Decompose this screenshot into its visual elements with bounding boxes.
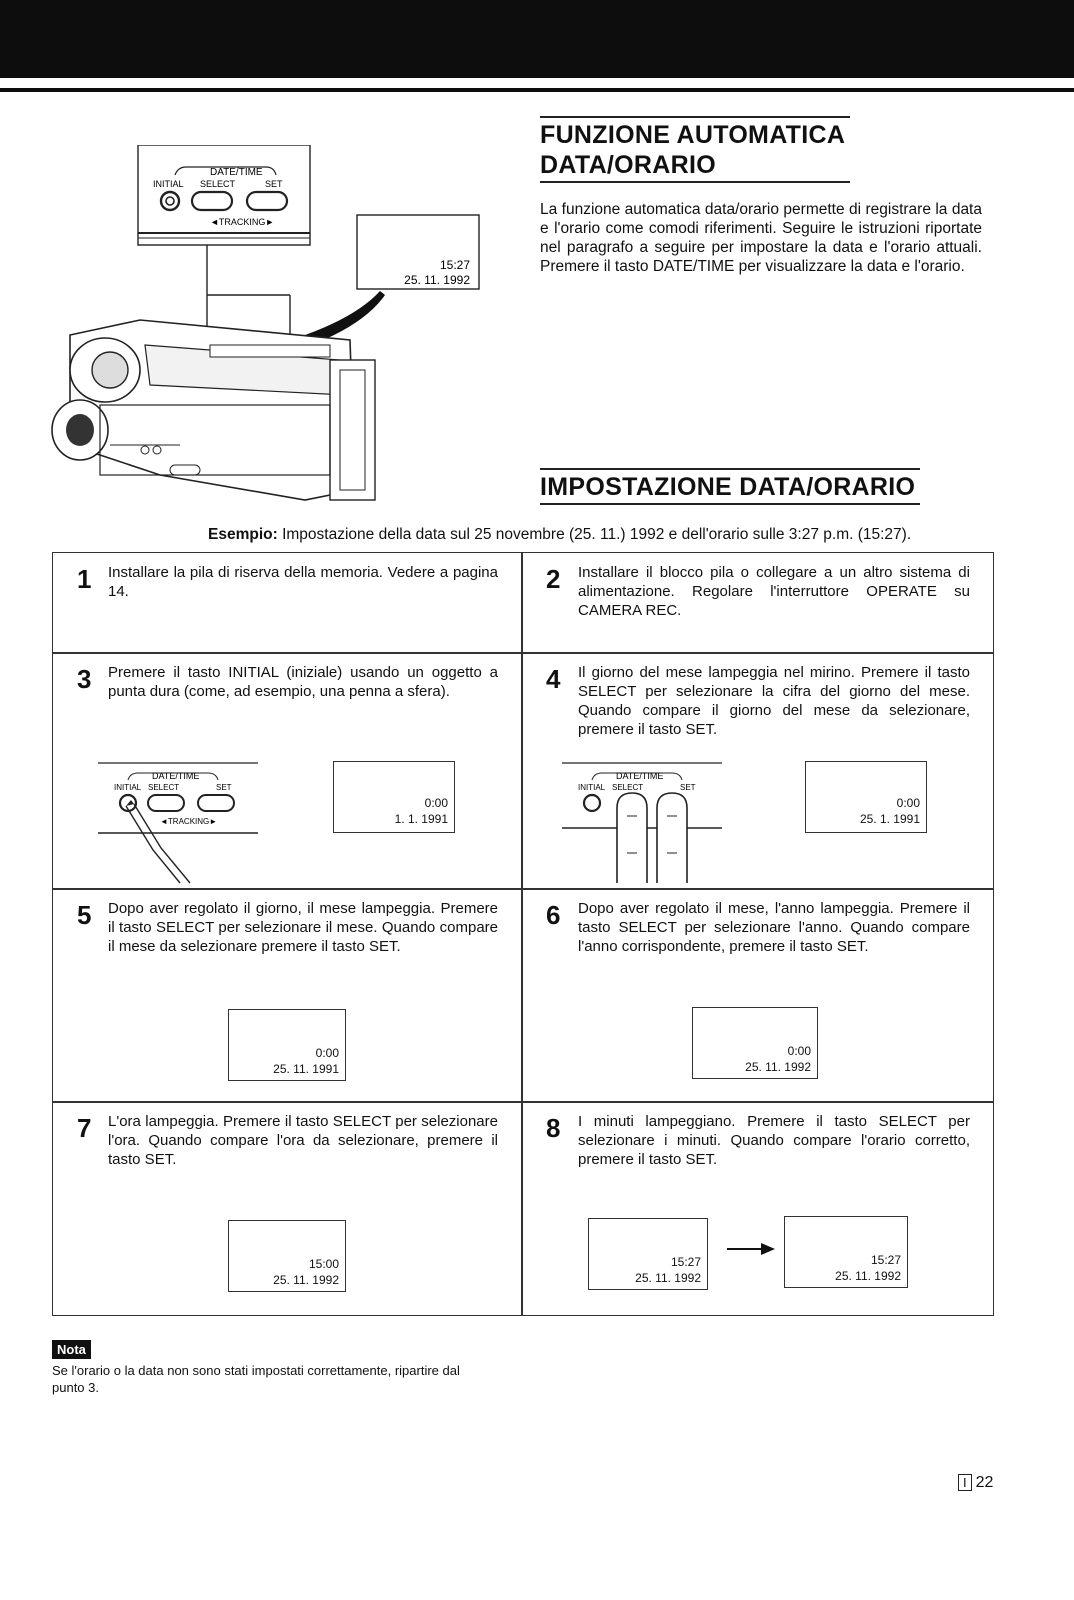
viewfinder-display-step-8: [588, 1218, 708, 1290]
panel-tracking-label: ◄TRACKING►: [210, 217, 275, 227]
viewfinder-display-final: [784, 1216, 908, 1288]
viewfinder-display-step-6: [692, 1007, 818, 1079]
svg-text:INITIAL: INITIAL: [578, 783, 606, 792]
step-number: 1: [77, 564, 92, 594]
step-3: [53, 653, 521, 888]
step-6: [522, 889, 994, 1101]
nota-badge: Nota: [52, 1340, 91, 1359]
step-text: L'ora lampeggia. Premere il tasto SELECT per selezionare l'ora. Quando compare l'ora da selezionare, premere il tasto SET.: [108, 1113, 498, 1168]
intro-paragraph: La funzione automatica data/orario permette di registrare la data e l'orario come comodi riferimenti. Seguire le istruzioni riportate nel paragrafo a seguire per impostare la data e l'orario attuali. Premere il tasto DATE/TIME per visualizzare la data e l'orario.: [540, 201, 982, 275]
step-number: 3: [77, 664, 92, 694]
header-rule: [0, 88, 1074, 92]
viewfinder-display-step-4: [805, 761, 927, 833]
camcorder-illustration: [50, 145, 490, 515]
step-text: I minuti lampeggiano. Premere il tasto SELECT per selezionare i minuti. Quando compare l'orario corretto, premere il tasto SET.: [578, 1113, 970, 1168]
section-title-set-date-time: IMPOSTAZIONE DATA/ORARIO: [540, 468, 920, 505]
section-title-automatic-date-time: FUNZIONE AUTOMATICA DATA/ORARIO: [540, 116, 850, 183]
top-display-date: 25. 11. 1992: [404, 273, 470, 287]
viewfinder-display-step-5: [228, 1009, 346, 1081]
svg-text:DATE/TIME: DATE/TIME: [152, 771, 200, 781]
step-text: Premere il tasto INITIAL (iniziale) usando un oggetto a punta dura (come, ad esempio, una penna a sfera).: [108, 664, 498, 700]
nota-text: Se l'orario o la data non sono stati impostati correttamente, ripartire dal punto 3.: [52, 1363, 460, 1395]
step-text: Installare il blocco pila o collegare a un altro sistema di alimentazione. Regolare l'interruttore OPERATE su CAMERA REC.: [578, 564, 970, 619]
display-date: 25. 11. 1992: [745, 1060, 811, 1074]
steps-table: [52, 552, 994, 1316]
svg-text:SET: SET: [680, 783, 696, 792]
example-label: Esempio:: [208, 526, 278, 543]
step-8: [522, 1102, 994, 1316]
step-2: [522, 553, 994, 652]
svg-text:SELECT: SELECT: [148, 783, 180, 792]
svg-text:◄TRACKING►: ◄TRACKING►: [160, 817, 218, 826]
page-number-value: 22: [975, 1474, 994, 1491]
panel-initial-label: INITIAL: [153, 179, 184, 189]
step-7: [53, 1102, 521, 1316]
step-number: 5: [77, 900, 92, 930]
display-time: 15:27: [870, 1253, 901, 1267]
svg-text:DATE/TIME: DATE/TIME: [616, 771, 664, 781]
step-5: [53, 889, 521, 1101]
viewfinder-display-step-7: [228, 1220, 346, 1292]
display-date: 25. 11. 1992: [273, 1273, 339, 1287]
step-number: 4: [546, 664, 561, 694]
step-4: [522, 653, 994, 888]
display-date: 25. 11. 1992: [635, 1271, 701, 1285]
step-1: [53, 553, 521, 652]
example-text: Impostazione della data sul 25 novembre (25. 11.) 1992 e dell'orario sulle 3:27 p.m. (15:27).: [282, 526, 912, 543]
display-time: 0:00: [896, 796, 920, 810]
arrow-right-icon: [727, 1242, 777, 1256]
step-number: 8: [546, 1113, 561, 1143]
display-time: 15:00: [308, 1257, 339, 1271]
step-number: 2: [546, 564, 561, 594]
panel-select-label: SELECT: [200, 179, 236, 189]
display-time: 0:00: [787, 1044, 811, 1058]
step-number: 6: [546, 900, 561, 930]
display-date: 1. 1. 1991: [394, 812, 448, 826]
panel-date-time-label: DATE/TIME: [210, 167, 263, 178]
display-date: 25. 1. 1991: [859, 812, 920, 826]
select-button-finger-illustration: [562, 758, 732, 888]
display-date: 25. 11. 1992: [835, 1269, 901, 1283]
step-number: 7: [77, 1113, 92, 1143]
display-time: 0:00: [315, 1046, 339, 1060]
initial-button-pen-illustration: [98, 758, 268, 888]
display-time: 0:00: [424, 796, 448, 810]
display-date: 25. 11. 1991: [273, 1062, 339, 1076]
panel-set-label: SET: [265, 179, 283, 189]
header-bar: [0, 0, 1074, 78]
step-text: Dopo aver regolato il mese, l'anno lampeggia. Premere il tasto SELECT per selezionare l'anno. Quando compare l'anno corrispondente, premere il tasto SET.: [578, 900, 970, 955]
display-time: 15:27: [670, 1255, 701, 1269]
svg-text:INITIAL: INITIAL: [114, 783, 142, 792]
example-line: [208, 526, 911, 544]
svg-text:SET: SET: [216, 783, 232, 792]
svg-text:SELECT: SELECT: [612, 783, 644, 792]
language-badge: I: [958, 1474, 972, 1491]
page-number: [958, 1474, 993, 1492]
step-text: Il giorno del mese lampeggia nel mirino. Premere il tasto SELECT per selezionare la cifra del giorno del mese. Quando compare il giorno del mese da selezionare, premere il tasto SET.: [578, 664, 970, 738]
step-text: Dopo aver regolato il giorno, il mese lampeggia. Premere il tasto SELECT per selezionare il mese. Quando compare il mese da selezionare premere il tasto SET.: [108, 900, 498, 955]
viewfinder-display-step-3: [333, 761, 455, 833]
top-display-time: 15:27: [439, 258, 470, 272]
step-text: Installare la pila di riserva della memoria. Vedere a pagina 14.: [108, 564, 498, 600]
